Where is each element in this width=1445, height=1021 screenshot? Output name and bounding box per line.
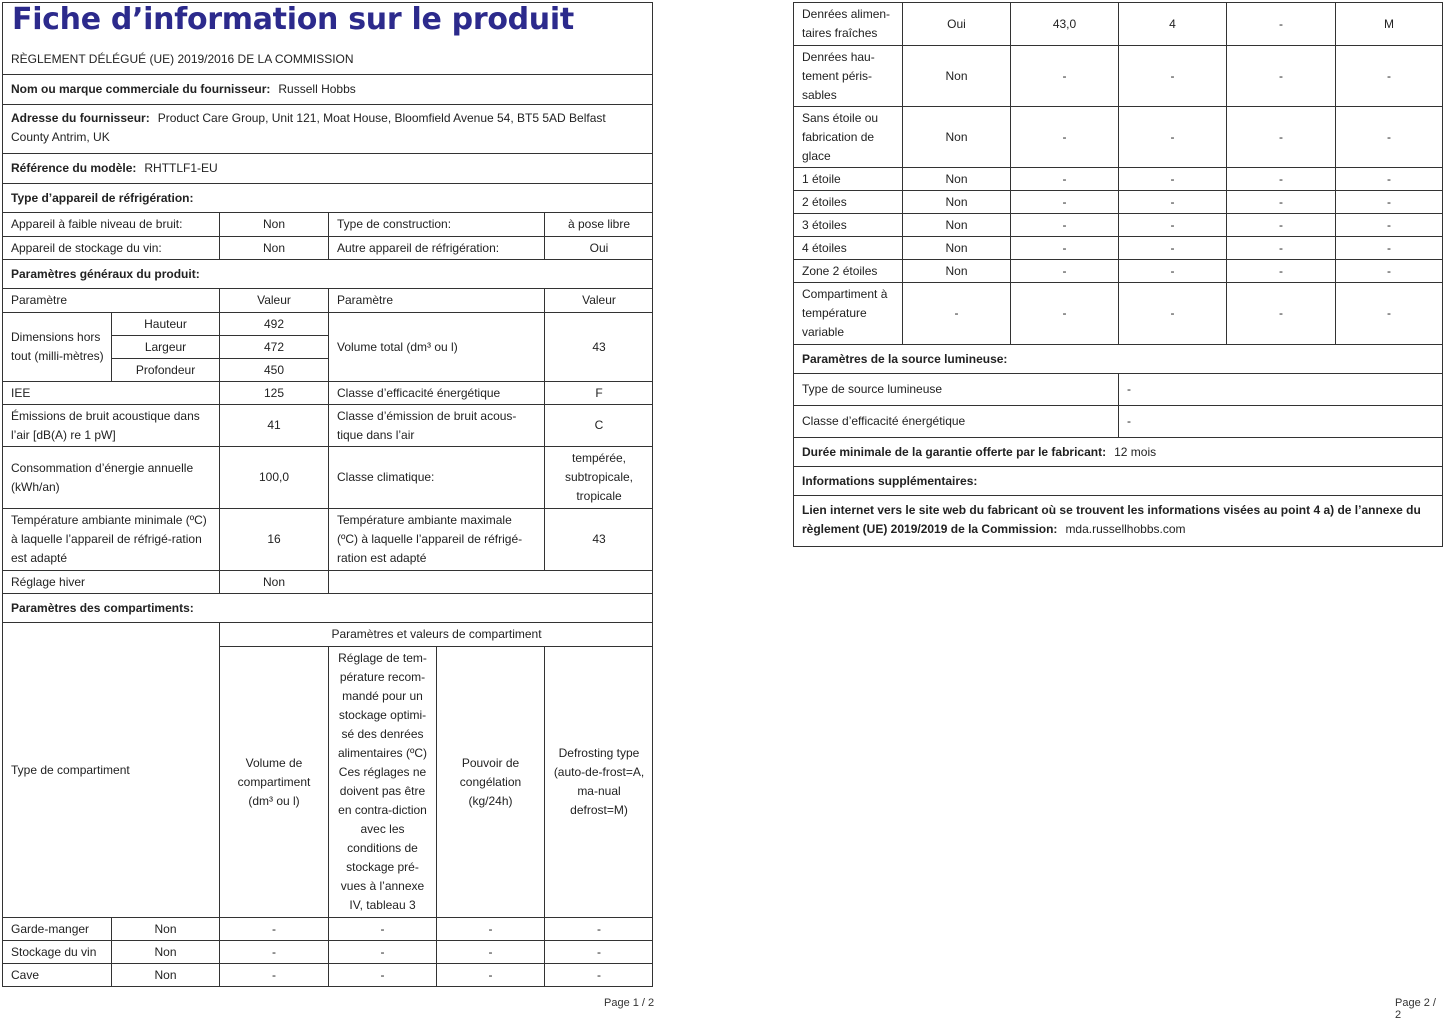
col-defrost-header: Defrosting type (auto-de-frost=A, ma-nual defrost=M) [544, 646, 653, 917]
compartment-volume: - [1010, 167, 1118, 190]
compartment-type-header: Type de compartiment [2, 622, 219, 917]
light-type-label: Type de source lumineuse [793, 373, 1118, 405]
compartment-name: 4 étoiles [793, 236, 902, 259]
page-number-1: Page 1 / 2 [604, 997, 655, 1009]
compartment-freeze: - [1226, 45, 1335, 106]
compartment-freeze: - [1226, 236, 1335, 259]
compartment-defrost: - [1335, 190, 1443, 213]
col-temp-header: Réglage de tem-pérature recom-mandé pour un stockage optimi-sé des denrées alimentaires (ºC) Ces réglages ne doivent pas être en contra-diction avec les conditions de stockage pré-vues à l’annexe IV, tableau 3 [328, 646, 436, 917]
compartment-volume: - [219, 917, 328, 940]
consumption-label: Consommation d’énergie annuelle (kWh/an) [2, 446, 219, 508]
extra-heading: Informations supplémentaires: [793, 466, 1443, 495]
light-class-value: - [1118, 405, 1443, 437]
compartment-volume: - [1010, 190, 1118, 213]
compartment-freeze: - [1226, 106, 1335, 167]
model-label: Référence du modèle: [11, 161, 137, 175]
value-header-2: Valeur [544, 288, 653, 312]
extra-link-row [793, 495, 1443, 547]
compartment-present: Non [902, 190, 1010, 213]
compartment-volume: 43,0 [1010, 2, 1118, 45]
compartment-name: Zone 2 étoiles [793, 259, 902, 282]
appliance-type-heading: Type d’appareil de réfrigération: [2, 183, 653, 212]
min-temp-value: 16 [219, 508, 328, 570]
compartment-name: 3 étoiles [793, 213, 902, 236]
model-row [2, 153, 653, 183]
compartment-temp: 4 [1118, 2, 1226, 45]
compartment-present: Non [902, 106, 1010, 167]
regulation-row [2, 45, 653, 74]
compartment-freeze: - [1226, 282, 1335, 344]
dimensions-label: Dimensions hors tout (milli-mètres) [2, 312, 111, 381]
param-header: Paramètre [2, 288, 219, 312]
depth-value: 450 [219, 358, 328, 381]
compartment-name: Cave [2, 963, 111, 986]
other-label: Autre appareil de réfrigération: [328, 236, 544, 259]
compartment-name: 2 étoiles [793, 190, 902, 213]
compartment-present: Non [902, 213, 1010, 236]
eei-value: 125 [219, 381, 328, 404]
noise-class-value: C [544, 404, 653, 446]
compartment-defrost: - [1335, 259, 1443, 282]
extra-link-value: mda.russellhobbs.com [1065, 522, 1186, 536]
low-noise-label: Appareil à faible niveau de bruit: [2, 212, 219, 236]
compartment-present: Non [902, 45, 1010, 106]
compartment-defrost: - [1335, 45, 1443, 106]
winter-label: Réglage hiver [2, 570, 219, 593]
compartment-present: Non [902, 236, 1010, 259]
climate-value: tempérée, subtropicale, tropicale [544, 446, 653, 508]
compartment-defrost: M [1335, 2, 1443, 45]
compartment-freeze: - [436, 963, 544, 986]
compartment-present: Non [902, 167, 1010, 190]
light-type-value: - [1118, 373, 1443, 405]
light-class-label: Classe d’efficacité énergétique [793, 405, 1118, 437]
compartment-temp: - [1118, 282, 1226, 344]
noise-label: Émissions de bruit acoustique dans l’air [dB(A) re 1 pW] [2, 404, 219, 446]
compartment-present: Oui [902, 2, 1010, 45]
depth-label: Profondeur [111, 358, 219, 381]
compartment-freeze: - [436, 940, 544, 963]
supplier-value: Russell Hobbs [278, 82, 356, 96]
compartment-volume: - [1010, 282, 1118, 344]
height-label: Hauteur [111, 312, 219, 335]
volume-label: Volume total (dm³ ou l) [328, 312, 544, 381]
max-temp-value: 43 [544, 508, 653, 570]
col-volume-header: Volume de compartiment (dm³ ou l) [219, 646, 328, 917]
energy-class-label: Classe d’efficacité énergétique [328, 381, 544, 404]
compartment-volume: - [1010, 106, 1118, 167]
compartment-defrost: - [544, 940, 653, 963]
max-temp-label: Température ambiante maximale (ºC) à laquelle l’appareil de réfrigé-ration est adapté [328, 508, 544, 570]
compartment-volume: - [219, 963, 328, 986]
page-title: Fiche d’information sur le produit [12, 2, 574, 37]
model-value: RHTTLF1-EU [144, 161, 218, 175]
compartment-volume: - [1010, 45, 1118, 106]
compartment-defrost: - [1335, 236, 1443, 259]
compartment-name: Sans étoile ou fabrication de glace [793, 106, 902, 167]
compartment-temp: - [1118, 190, 1226, 213]
compartments-heading: Paramètres des compartiments: [2, 593, 653, 622]
other-value: Oui [544, 236, 653, 259]
compartment-defrost: - [544, 917, 653, 940]
construction-label: Type de construction: [328, 212, 544, 236]
volume-value: 43 [544, 312, 653, 381]
compartment-name: Compartiment à température variable [793, 282, 902, 344]
consumption-value: 100,0 [219, 446, 328, 508]
compartment-temp: - [328, 963, 436, 986]
width-label: Largeur [111, 335, 219, 358]
compartment-freeze: - [1226, 2, 1335, 45]
wine-label: Appareil de stockage du vin: [2, 236, 219, 259]
compartment-temp: - [1118, 213, 1226, 236]
address-value: Product Care Group, Unit 121, Moat House, Bloomfield Avenue 54, BT5 5AD Belfast County Antrim, UK [11, 111, 606, 144]
compartment-freeze: - [1226, 259, 1335, 282]
value-header: Valeur [219, 288, 328, 312]
compartment-volume: - [1010, 259, 1118, 282]
warranty-label: Durée minimale de la garantie offerte par le fabricant: [802, 444, 1107, 459]
address-row [2, 104, 653, 153]
width-value: 472 [219, 335, 328, 358]
compartment-temp: - [328, 917, 436, 940]
address-label: Adresse du fournisseur: [11, 111, 150, 125]
compartment-name: 1 étoile [793, 167, 902, 190]
compartment-name: Stockage du vin [2, 940, 111, 963]
compartment-temp: - [328, 940, 436, 963]
regulation-text: RÈGLEMENT DÉLÉGUÉ (UE) 2019/2016 DE LA COMMISSION [11, 52, 354, 66]
warranty-value: 12 mois [1114, 444, 1157, 459]
height-value: 492 [219, 312, 328, 335]
extra-link-label: Lien internet vers le site web du fabricant où se trouvent les informations visées au point 4 a) de l’annexe du règlement (UE) 2019/2019 de la Commission: [802, 503, 1421, 536]
min-temp-label: Température ambiante minimale (ºC) à laquelle l’appareil de réfrigé-ration est adapté [2, 508, 219, 570]
compartment-name: Denrées alimen-taires fraîches [793, 2, 902, 45]
compartment-defrost: - [1335, 106, 1443, 167]
compartment-name: Denrées hau-tement péris-sables [793, 45, 902, 106]
compartment-temp: - [1118, 259, 1226, 282]
compartment-freeze: - [1226, 167, 1335, 190]
compartment-freeze: - [1226, 213, 1335, 236]
compartment-defrost: - [1335, 282, 1443, 344]
low-noise-value: Non [219, 212, 328, 236]
compartment-name: Garde-manger [2, 917, 111, 940]
compartment-present: Non [111, 940, 219, 963]
supplier-label: Nom ou marque commerciale du fournisseur: [11, 82, 271, 96]
compartment-freeze: - [1226, 190, 1335, 213]
compartment-temp: - [1118, 236, 1226, 259]
compartment-temp: - [1118, 106, 1226, 167]
compartment-group-header: Paramètres et valeurs de compartiment [219, 622, 653, 646]
compartment-volume: - [1010, 213, 1118, 236]
noise-class-label: Classe d’émission de bruit acous-tique dans l’air [328, 404, 544, 446]
compartment-temp: - [1118, 45, 1226, 106]
compartment-volume: - [1010, 236, 1118, 259]
compartment-volume: - [219, 940, 328, 963]
compartment-temp: - [1118, 167, 1226, 190]
eei-label: IEE [2, 381, 219, 404]
noise-value: 41 [219, 404, 328, 446]
page-number-2: Page 2 / 2 [1395, 997, 1436, 1021]
light-heading: Paramètres de la source lumineuse: [793, 344, 1443, 373]
compartment-defrost: - [544, 963, 653, 986]
energy-class-value: F [544, 381, 653, 404]
compartment-present: Non [902, 259, 1010, 282]
warranty-row [793, 437, 1443, 466]
wine-value: Non [219, 236, 328, 259]
compartment-present: - [902, 282, 1010, 344]
col-freeze-header: Pouvoir de congélation (kg/24h) [436, 646, 544, 917]
general-heading: Paramètres généraux du produit: [2, 259, 653, 288]
winter-empty [328, 570, 653, 593]
param-header-2: Paramètre [328, 288, 544, 312]
compartment-defrost: - [1335, 167, 1443, 190]
compartment-defrost: - [1335, 213, 1443, 236]
supplier-row [2, 74, 653, 104]
construction-value: à pose libre [544, 212, 653, 236]
compartment-present: Non [111, 917, 219, 940]
compartment-freeze: - [436, 917, 544, 940]
winter-value: Non [219, 570, 328, 593]
climate-label: Classe climatique: [328, 446, 544, 508]
compartment-present: Non [111, 963, 219, 986]
